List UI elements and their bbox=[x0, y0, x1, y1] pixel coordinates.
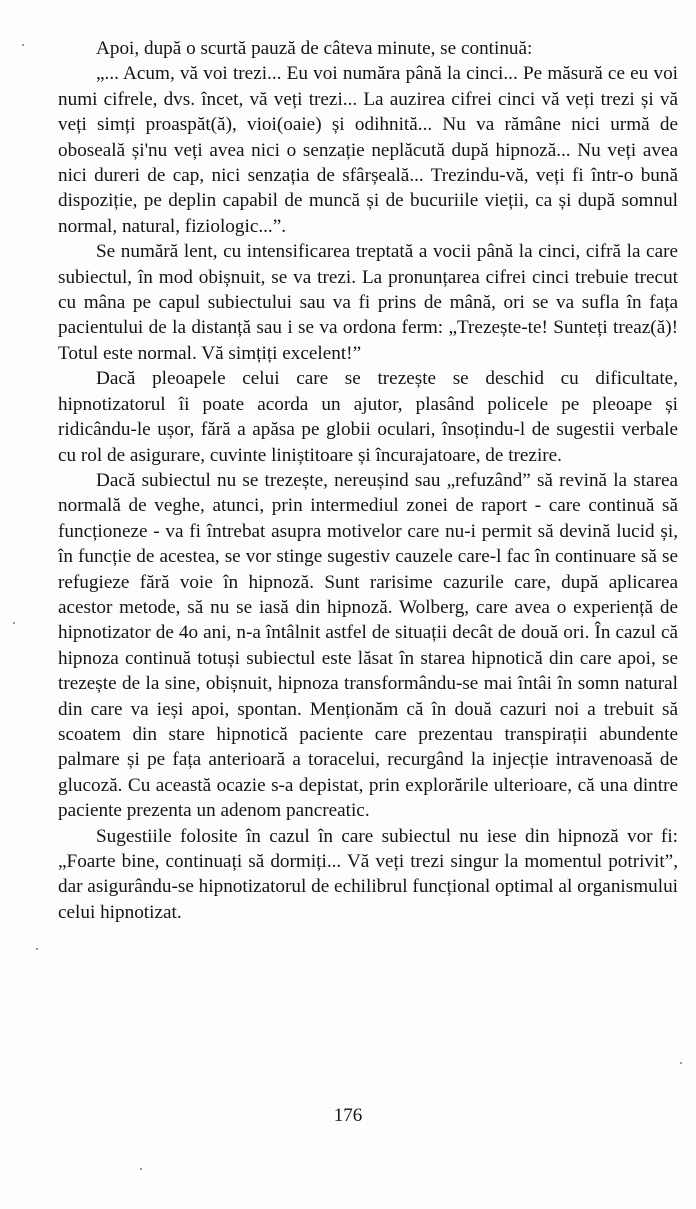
paragraph-suggestions-used: Sugestiile folosite în cazul în care subiectul nu iese din hipnoză vor fi: „Foarte bine, continuați să dormiți... Vă veți trezi singur la momentul potrivit”, dar asigurându-se hipnotizatorul de echilibrul funcțional optimal al organismului celui hipnotizat. bbox=[58, 825, 678, 923]
paragraph-suggestion-quote: „... Acum, vă voi trezi... Eu voi număra până la cinci... Pe măsură ce eu voi numi cifrele, dvs. încet, vă veți trezi... La auzirea cifrei cinci vă veți trezi și vă veți simți proaspăt(ă), vioi(oaie) și odihnită... Nu va rămâne nici urmă de oboseală și'nu veți avea nici o senzație neplăcută după hipnoză... Nu veți avea nici dureri de cap, nici senzația de sfârșeală... Trezindu-vă, veți fi într-o bună dispoziție, pe deplin capabil de muncă și de bucuriile vieții, ca și după somnul normal, natural, fiziologic...”. bbox=[58, 63, 678, 237]
paragraph-eyelids: Dacă pleoapele celui care se trezește se deschid cu dificultate, hipnotizatorul îi poate acorda un ajutor, plasând policele pe pleoape și ridicându-le ușor, fără a apăsa pe globii oculari, însoțindu-l de sugestii verbale cu rol de asigurare, cuvinte liniștitoare și încurajatoare, de trezire. bbox=[58, 368, 678, 466]
scan-speck bbox=[680, 1062, 682, 1064]
scan-speck bbox=[13, 622, 15, 624]
scan-speck bbox=[36, 948, 38, 950]
paragraph-not-waking: Dacă subiectul nu se trezește, nereușind sau „refuzând” să revină la starea normală de veghe, atunci, prin intermediul zonei de raport - care continuă să funcționeze - va fi întrebat asupra motivelor care nu-i permit să devină lucid și, în funcție de acestea, se vor stinge sugestiv cauzele care-l fac în continuare să se refugieze fără voie în hipnoză. Sunt rarisime cazurile care, după aplicarea acestor metode, să nu se iasă din hipnoză. Wolberg, care avea o experiență de hipnotizator de 4o ani, n-a întâlnit astfel de situații decât de două ori. În cazul că hipnoza continuă totuși subiectul este lăsat în starea hipnotică din care apoi, se trezește de la sine, obișnuit, hipnoza transformându-se mai întâi în somn natural din care va ieși apoi, spontan. Menționăm că în două cazuri noi a trebuit să scoatem din stare hipnotică paciente care prezentau transpirații abundente palmare și pe fața anterioară a toracelui, recurgând la injecție intravenoasă de glucoză. Cu această ocazie s-a depistat, prin explorările ulterioare, că una dintre paciente prezenta un adenom pancreatic. bbox=[58, 469, 678, 822]
body-text bbox=[58, 36, 678, 925]
paragraph-counting: Se numără lent, cu intensificarea treptată a vocii până la cinci, cifră la care subiectul, în mod obișnuit, se va trezi. La pronunțarea cifrei cinci trebuie trecut cu mâna pe capul subiectului sau va fi prins de mână, ori se va sufla în fața pacientului de la distanță sau i se va ordona ferm: „Trezește-te! Sunteți treaz(ă)! Totul este normal. Vă simțiți excelent!” bbox=[58, 241, 678, 364]
scan-speck bbox=[22, 44, 24, 46]
paragraph-intro: Apoi, după o scurtă pauză de câteva minute, se continuă: bbox=[96, 38, 533, 59]
page-number: 176 bbox=[333, 1105, 363, 1126]
scan-speck bbox=[140, 1168, 142, 1170]
